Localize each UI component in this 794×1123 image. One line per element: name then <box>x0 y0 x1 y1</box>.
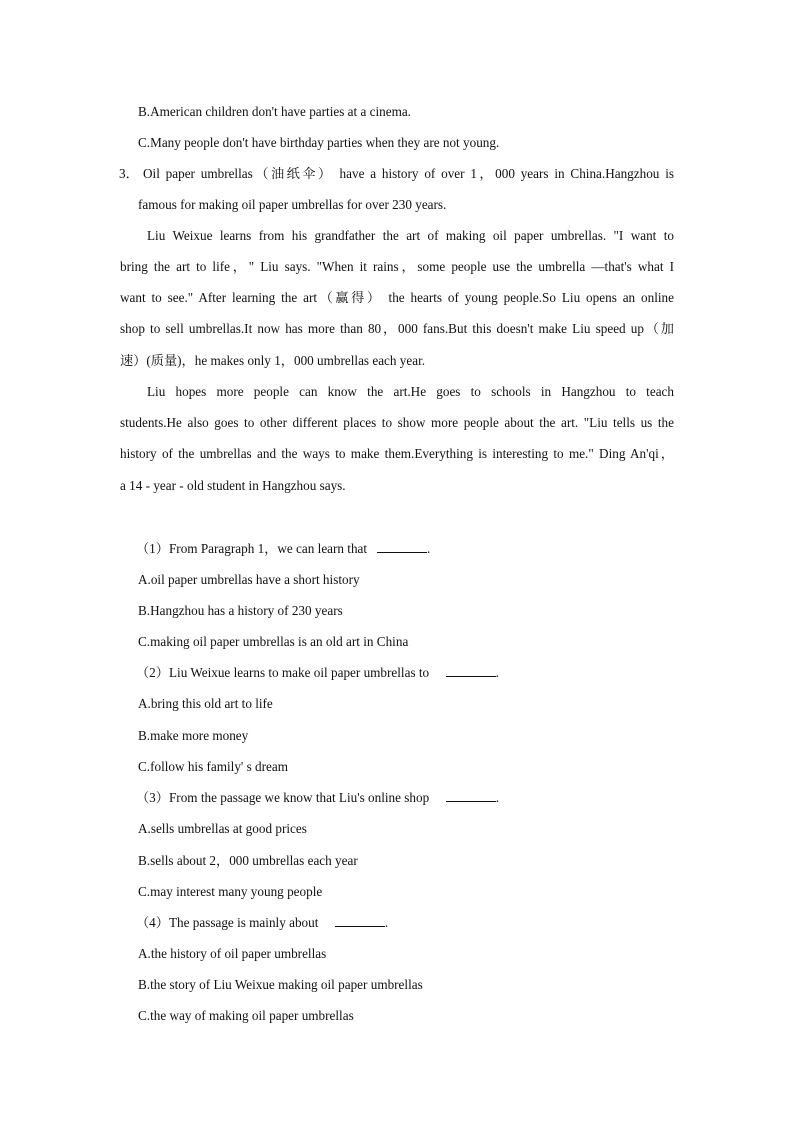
prev-option-b: B.American children don't have parties at a cinema. <box>138 104 411 119</box>
sub-question-4-option-c: C.the way of making oil paper umbrellas <box>138 1008 354 1023</box>
answer-blank <box>335 915 385 927</box>
sub-question-3-stem: （3）From the passage we know that Liu's online shop . <box>136 790 499 805</box>
answer-blank <box>377 541 427 553</box>
question-number: 3． <box>119 166 139 181</box>
passage-paragraph3-line1: Liu hopes more people can know the art.He goes to schools in Hangzhou to teach <box>147 384 674 399</box>
sub-question-2-stem: （2）Liu Weixue learns to make oil paper umbrellas to . <box>136 665 499 680</box>
sub-question-1-option-c: C.making oil paper umbrellas is an old art in China <box>138 634 409 649</box>
sub-question-3-option-b: B.sells about 2，000 umbrellas each year <box>138 853 358 868</box>
sub-question-4-option-a: A.the history of oil paper umbrellas <box>138 946 327 961</box>
sub-question-1-option-b: B.Hangzhou has a history of 230 years <box>138 603 343 618</box>
sub-question-4-stem: （4）The passage is mainly about . <box>136 915 389 930</box>
prev-option-c: C.Many people don't have birthday parties when they are not young. <box>138 135 500 150</box>
answer-blank <box>446 790 496 802</box>
passage-paragraph2-line3: want to see." After learning the art（赢得） the hearts of young people.So Liu opens an online <box>120 290 674 305</box>
passage-paragraph3-line4: a 14 - year - old student in Hangzhou says. <box>120 478 346 493</box>
passage-intro-line1: Oil paper umbrellas（油纸伞） have a history of over 1，000 years in China.Hangzhou is <box>143 166 674 181</box>
answer-blank <box>446 665 496 677</box>
sub-question-1-stem: （1）From Paragraph 1，we can learn that . <box>136 541 431 556</box>
passage-paragraph2-line5: 速）(质量)，he makes only 1，000 umbrellas each year. <box>120 353 426 368</box>
sub-question-1-option-a: A.oil paper umbrellas have a short history <box>138 572 360 587</box>
passage-paragraph2-line1: Liu Weixue learns from his grandfather the art of making oil paper umbrellas. "I want to <box>147 228 674 243</box>
passage-paragraph3-line3: history of the umbrellas and the ways to make them.Everything is interesting to me." Ding An'qi， <box>120 446 674 461</box>
passage-paragraph3-line2: students.He also goes to other different places to show more people about the art. "Liu tells us the <box>120 415 674 430</box>
passage-paragraph2-line2: bring the art to life，" Liu says. "When it rains，some people use the umbrella —that's what I <box>120 259 674 274</box>
sub-question-2-option-c: C.follow his family' s dream <box>138 759 288 774</box>
sub-question-2-option-a: A.bring this old art to life <box>138 696 273 711</box>
passage-intro-line2: famous for making oil paper umbrellas for over 230 years. <box>138 197 447 212</box>
sub-question-2-option-b: B.make more money <box>138 728 249 743</box>
sub-question-3-option-c: C.may interest many young people <box>138 884 323 899</box>
passage-paragraph2-line4: shop to sell umbrellas.It now has more than 80，000 fans.But this doesn't make Liu speed up（加 <box>120 321 674 336</box>
sub-question-4-option-b: B.the story of Liu Weixue making oil paper umbrellas <box>138 977 423 992</box>
sub-question-3-option-a: A.sells umbrellas at good prices <box>138 821 307 836</box>
